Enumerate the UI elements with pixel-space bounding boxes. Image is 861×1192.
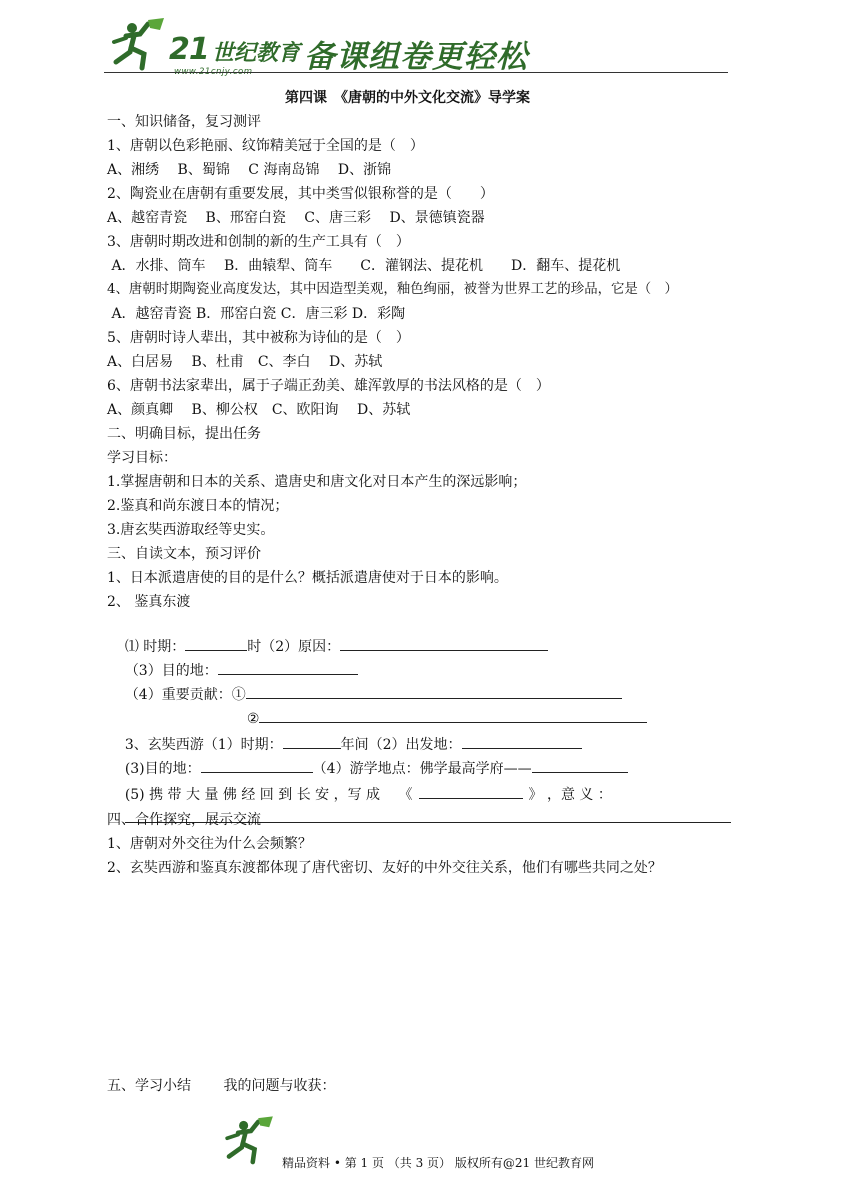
xuanzang-destination-label: (3)目的地： xyxy=(124,761,201,777)
reading-question-2: 2、 鉴真东渡 xyxy=(107,594,191,610)
jianzhen-destination-label: （3）目的地： xyxy=(124,663,218,679)
page-footer xyxy=(218,1112,658,1172)
xuanzang-book-label: (5) 携 带 大 量 佛 经 回 到 长 安 ，写 成 《 xyxy=(124,787,413,803)
question-2-options: A、越窑青瓷 B、邢窑白瓷 C、唐三彩 D、景德镇瓷器 xyxy=(107,210,485,226)
page-header xyxy=(104,14,728,76)
question-4-options: A．越窑青瓷 B．邢窑白瓷 C．唐三彩 D．彩陶 xyxy=(107,306,406,322)
section-heading: 三、自读文本，预习评价 xyxy=(107,546,261,562)
page-title: 第四课 《唐朝的中外文化交流》导学案 xyxy=(285,90,530,106)
question-2: 2、陶瓷业在唐朝有重要发展，其中类雪似银称誉的是（ ） xyxy=(107,186,494,202)
jianzhen-contribution-label: （4）重要贡献：① xyxy=(124,687,246,703)
goal-item: 1.掌握唐朝和日本的关系、遣唐史和唐文化对日本产生的深远影响； xyxy=(107,474,527,490)
section-heading: 四、合作探究，展示交流 xyxy=(107,812,261,828)
question-1-options: A、湘绣 B、蜀锦 C 海南岛锦 D、浙锦 xyxy=(107,162,392,178)
explore-question-1: 1、唐朝对外交往为什么会频繁？ xyxy=(107,836,312,852)
goals-label: 学习目标： xyxy=(107,450,177,466)
goal-item: 2.鉴真和尚东渡日本的情况； xyxy=(107,498,289,514)
header-divider xyxy=(104,72,728,73)
section-heading: 五、学习小结 我的问题与收获： xyxy=(107,1078,336,1094)
reading-question-1: 1、日本派遣唐使的目的是什么？概括派遣唐使对于日本的影响。 xyxy=(107,570,508,586)
header-slogan: 备课组卷更轻松 xyxy=(304,39,528,75)
section-heading: 二、明确目标，提出任务 xyxy=(107,426,261,442)
question-5-options: A、白居易 B、杜甫 C、李白 D、苏轼 xyxy=(107,354,383,370)
question-6-options: A、颜真卿 B、柳公权 C、欧阳询 D、苏轼 xyxy=(107,402,411,418)
jianzhen-reason-label: 时（2）原因： xyxy=(247,639,341,655)
brand-url: www.21cnjy.com xyxy=(174,67,253,77)
xuanzang-origin-label: 年间（2）出发地： xyxy=(340,737,462,753)
brand-name: 世纪教育 xyxy=(212,41,301,66)
section-heading: 一、知识储备，复习测评 xyxy=(107,114,261,130)
xuanzang-meaning-label: 》 ，意 义 ： xyxy=(528,787,612,803)
explore-question-2: 2、玄奘西游和鉴真东渡都体现了唐代密切、友好的中外交往关系，他们有哪些共同之处？ xyxy=(107,860,662,876)
xuanzang-period-label: 3、玄奘西游（1）时期： xyxy=(124,737,283,753)
jianzhen-period-label: ⑴ 时期： xyxy=(124,639,186,655)
item-marker: ② xyxy=(246,711,260,727)
runner-logo-icon xyxy=(218,1112,282,1170)
answer-blank[interactable] xyxy=(340,636,548,651)
question-6: 6、唐朝书法家辈出，属于子端正劲美、雄浑敦厚的书法风格的是（ ） xyxy=(107,378,550,394)
question-3: 3、唐朝时期改进和创制的新的生产工具有（ ） xyxy=(107,234,410,250)
question-1: 1、唐朝以色彩艳丽、纹饰精美冠于全国的是（ ） xyxy=(107,138,424,154)
goal-item: 3.唐玄奘西游取经等史实。 xyxy=(107,522,275,538)
question-4: 4、唐朝时期陶瓷业高度发达，其中因造型美观，釉色绚丽，被誉为世界工艺的珍品，它是（ ） xyxy=(107,282,678,297)
brand-number: 21 xyxy=(169,32,209,67)
question-3-options: A．水排、筒车 B．曲辕犁、筒车 C．灌钢法、提花机 D．翻车、提花机 xyxy=(107,258,621,274)
runner-logo-icon xyxy=(104,14,174,76)
xuanzang-study-label: （4）游学地点：佛学最高学府—— xyxy=(312,761,532,777)
question-5: 5、唐朝时诗人辈出，其中被称为诗仙的是（ ） xyxy=(107,330,410,346)
footer-copyright: 精品资料 • 第 1 页 （共 3 页） 版权所有@21 世纪教育网 xyxy=(282,1156,594,1170)
